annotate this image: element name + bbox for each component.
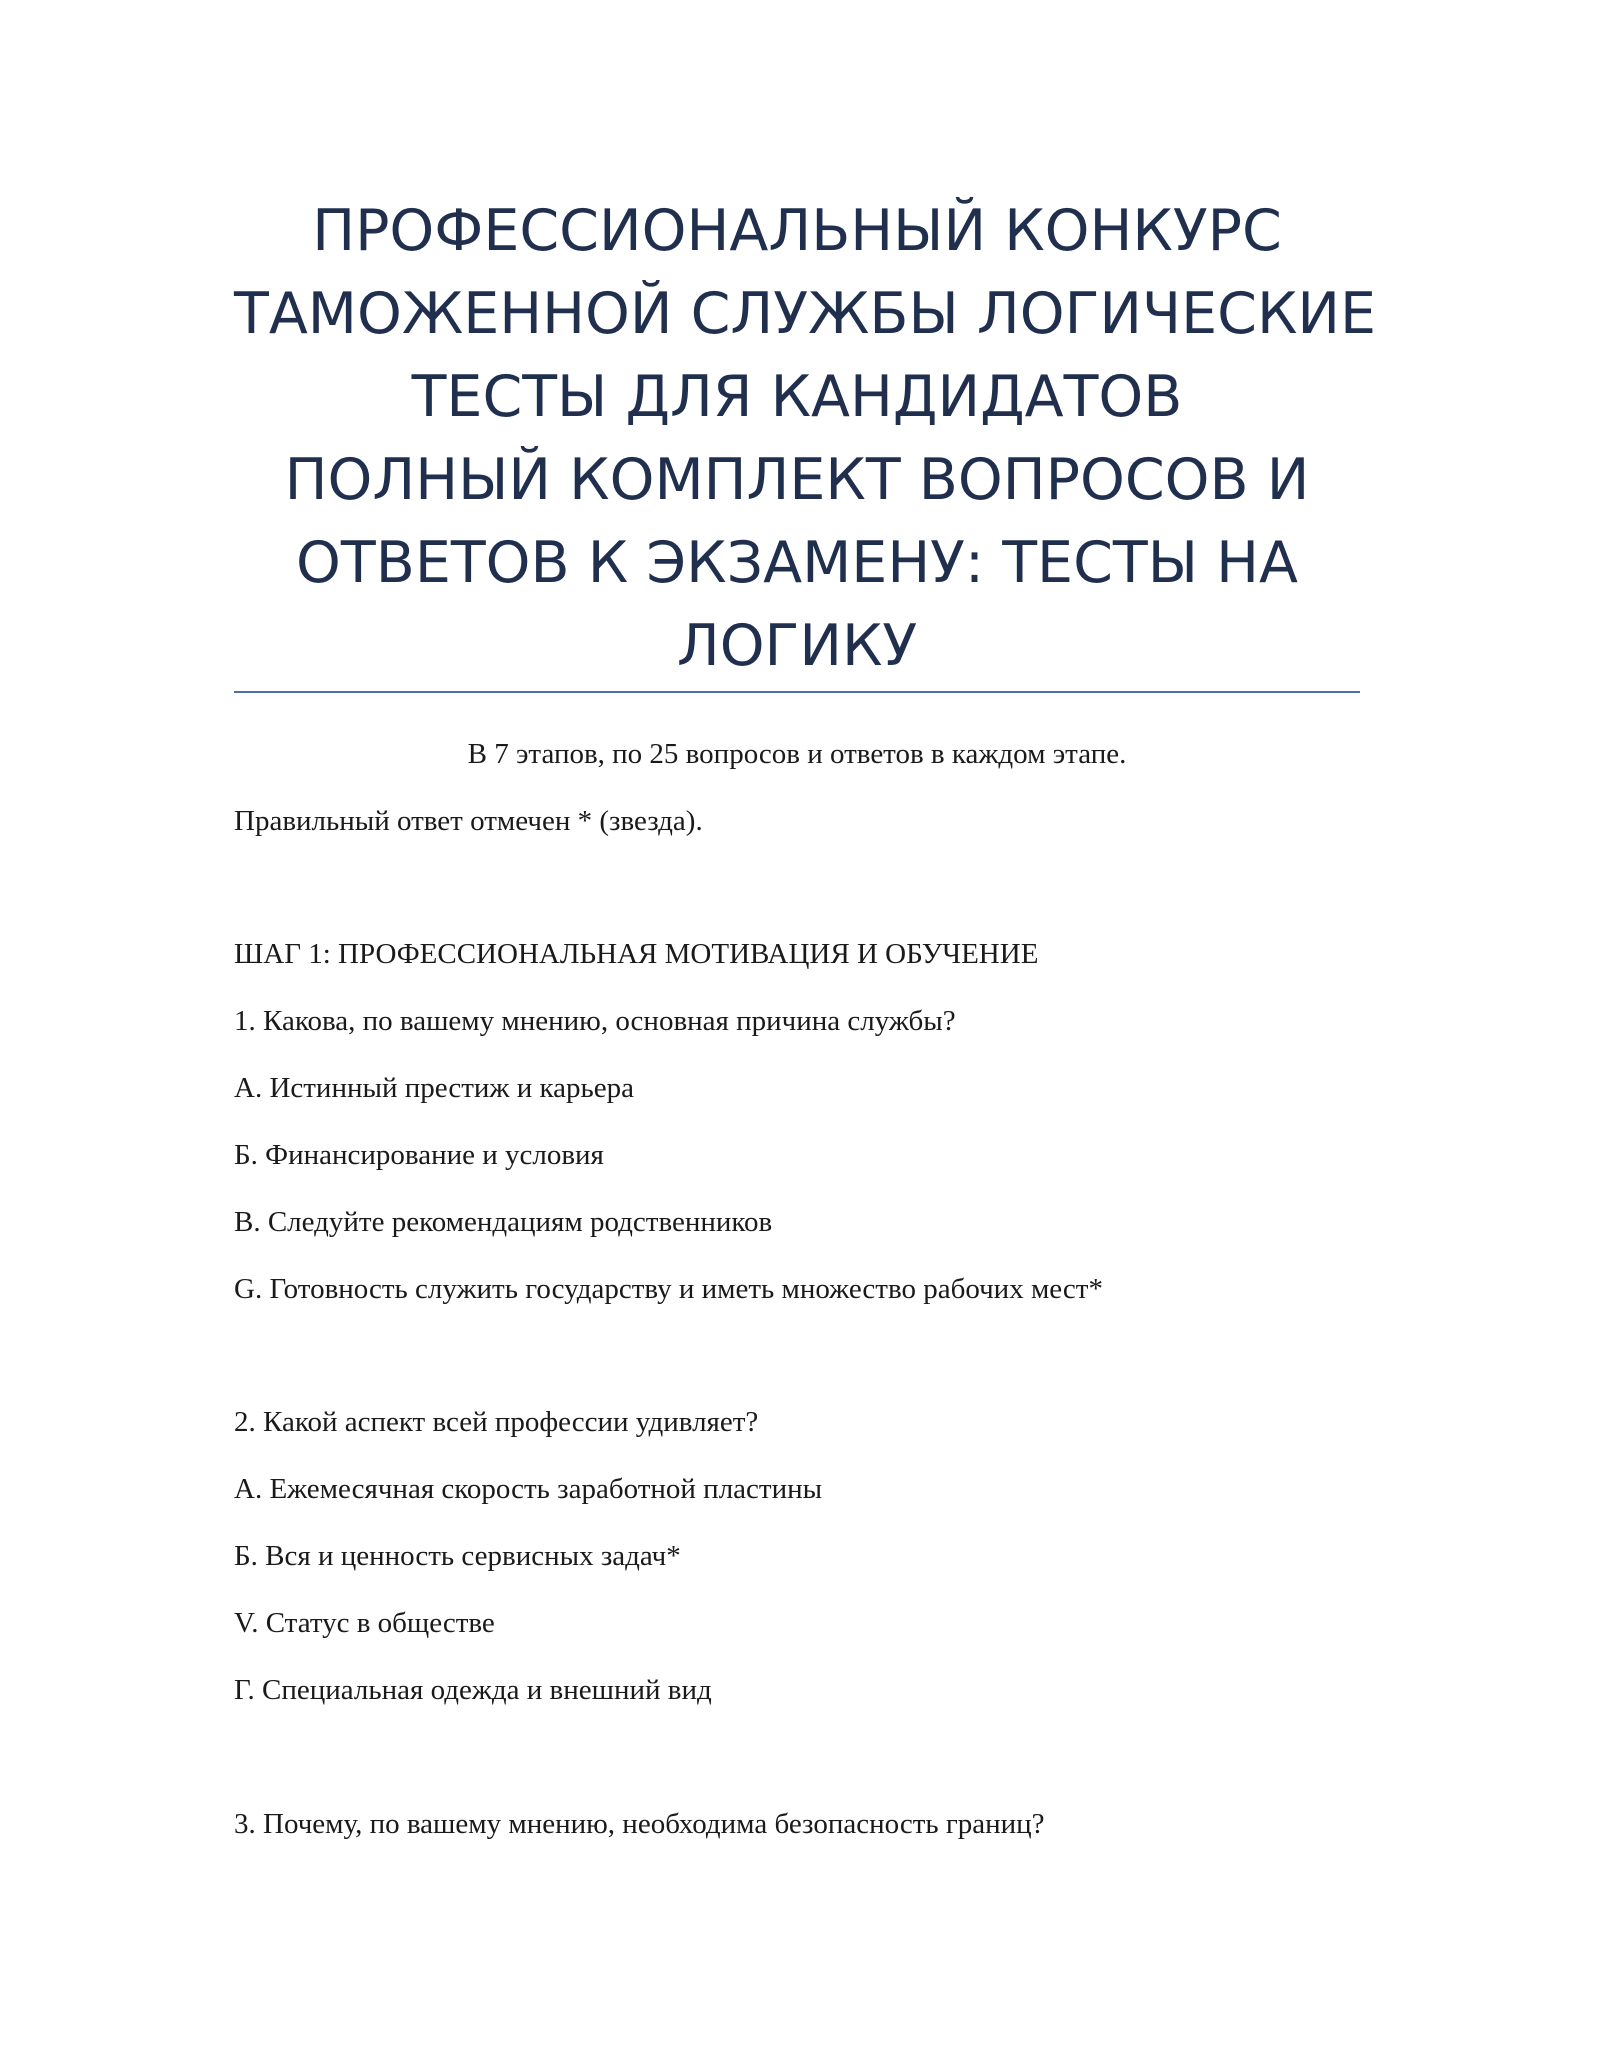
- stages-note: В 7 этапов, по 25 вопросов и ответов в каждом этапе.: [467, 738, 1127, 770]
- answer-option: Б. Финансирование и условия: [234, 1139, 604, 1171]
- title-line: ЛОГИКУ: [676, 613, 918, 679]
- answer-option: V. Статус в обществе: [234, 1607, 495, 1639]
- document-title: [234, 190, 1377, 688]
- title-divider: [234, 691, 1360, 693]
- answer-marker-note: Правильный ответ отмечен * (звезда).: [234, 805, 703, 837]
- answer-option: В. Следуйте рекомендациям родственников: [234, 1206, 773, 1238]
- title-line: ТЕСТЫ ДЛЯ КАНДИДАТОВ: [411, 364, 1183, 430]
- answer-option: Б. Вся и ценность сервисных задач*: [234, 1540, 681, 1572]
- title-line: ПОЛНЫЙ КОМПЛЕКТ ВОПРОСОВ И: [284, 447, 1310, 513]
- answer-option: Г. Специальная одежда и внешний вид: [234, 1674, 712, 1706]
- answer-option: A. Истинный престиж и карьера: [234, 1072, 634, 1104]
- answer-option: A. Ежемесячная скорость заработной пластины: [234, 1473, 823, 1505]
- title-line: ОТВЕТОВ К ЭКЗАМЕНУ: ТЕСТЫ НА: [296, 530, 1298, 596]
- title-line: ТАМОЖЕННОЙ СЛУЖБЫ ЛОГИЧЕСКИЕ: [234, 281, 1377, 347]
- title-line: ПРОФЕССИОНАЛЬНЫЙ КОНКУРС: [312, 198, 1282, 264]
- section-heading: ШАГ 1: ПРОФЕССИОНАЛЬНАЯ МОТИВАЦИЯ И ОБУЧЕНИЕ: [234, 938, 1039, 970]
- question-text: 2. Какой аспект всей профессии удивляет?: [234, 1406, 759, 1438]
- answer-option: G. Готовность служить государству и иметь множество рабочих мест*: [234, 1273, 1103, 1305]
- question-text: 1. Какова, по вашему мнению, основная причина службы?: [234, 1005, 956, 1037]
- question-text: 3. Почему, по вашему мнению, необходима безопасность границ?: [234, 1808, 1045, 1840]
